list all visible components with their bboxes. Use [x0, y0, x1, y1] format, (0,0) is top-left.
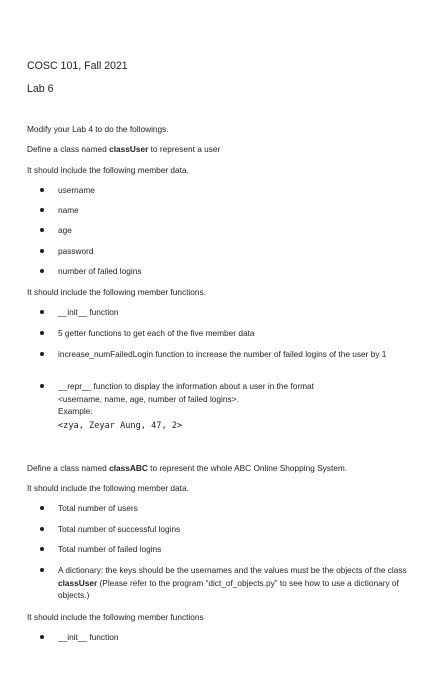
list-item: name: [58, 205, 79, 215]
list-item: __init__ function: [58, 632, 119, 642]
list-item: username: [58, 185, 95, 195]
bullet: [40, 384, 44, 388]
bullet: [40, 568, 44, 572]
list-item: Total number of users: [58, 503, 138, 513]
define-class-abc: Define a class named classABC to represent the whole ABC Online Shopping System.: [27, 463, 348, 473]
bullet: [40, 506, 44, 510]
member-functions-intro: It should include the following member functions.: [27, 287, 206, 297]
modify-instruction: Modify your Lab 4 to do the followings.: [27, 124, 169, 134]
member-data-intro: It should include the following member data.: [27, 165, 189, 175]
class-name-abc: classABC: [109, 463, 148, 473]
bullet: [40, 310, 44, 314]
list-item: increase_numFailedLogin function to increase the number of failed logins of the user by 1: [58, 349, 387, 359]
class-name-user: classUser: [109, 144, 149, 154]
list-item: password: [58, 246, 94, 256]
list-item: __repr__ function to display the information about a user in the format <username, name, age, number of failed logins>. Example: <zya, Zeyar Aung, 47, 2>: [58, 380, 410, 432]
list-item: number of failed logins: [58, 266, 142, 276]
example-code: <zya, Zeyar Aung, 47, 2>: [58, 420, 183, 431]
list-item: age: [58, 225, 72, 235]
bullet: [40, 547, 44, 551]
bullet: [40, 352, 44, 356]
bullet: [40, 249, 44, 253]
bullet: [40, 635, 44, 639]
list-item: Total number of failed logins: [58, 544, 162, 554]
list-item: A dictionary: the keys should be the usernames and the values must be the objects of the class classUser (Please refer to the program “dict_of_objects.py” to see how to use a dictionary of objects.): [58, 565, 407, 600]
bullet: [40, 188, 44, 192]
bullet: [40, 331, 44, 335]
list-item: __init__ function: [58, 307, 119, 317]
abc-member-functions-intro: It should include the following member functions: [27, 612, 204, 622]
abc-member-data-intro: It should include the following member data.: [27, 483, 189, 493]
course-title: COSC 101, Fall 2021: [27, 60, 128, 72]
define-class-user: Define a class named classUser to represent a user: [27, 144, 221, 154]
list-item: 5 getter functions to get each of the five member data: [58, 328, 255, 338]
bullet: [40, 527, 44, 531]
bullet: [40, 228, 44, 232]
lab-title: Lab 6: [27, 83, 54, 95]
list-item: Total number of successful logins: [58, 524, 181, 534]
bullet: [40, 208, 44, 212]
bullet: [40, 269, 44, 273]
